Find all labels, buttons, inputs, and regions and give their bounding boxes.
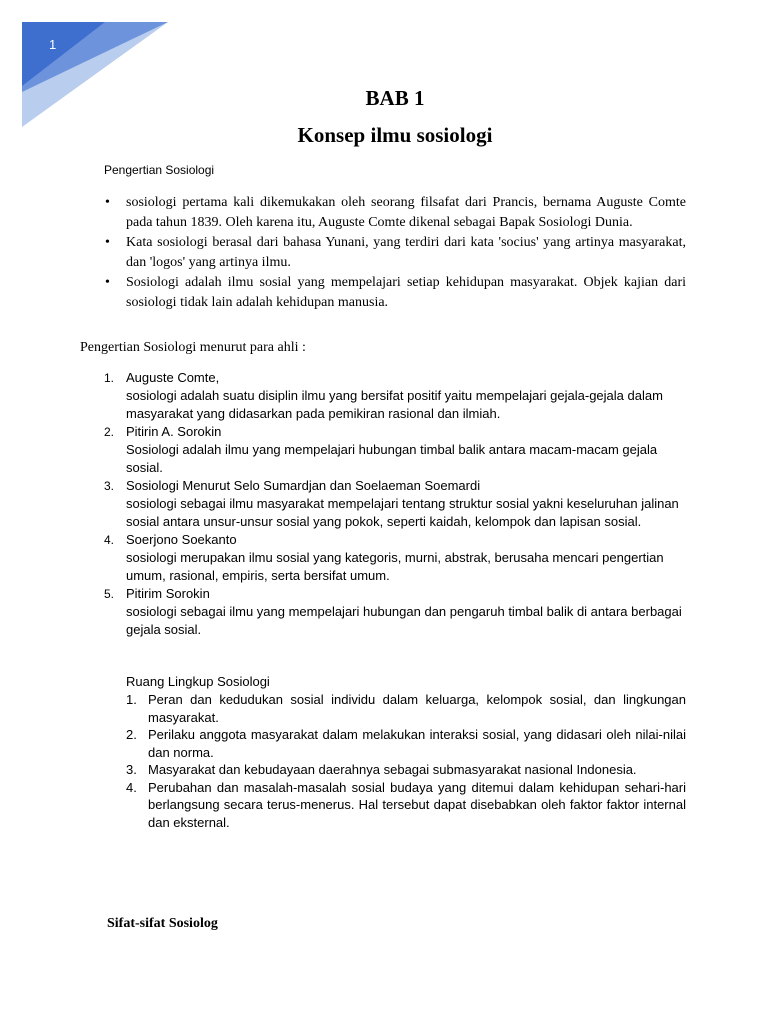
- definition-bullet-list: [104, 193, 686, 313]
- expert-name: Sosiologi Menurut Selo Sumardjan dan Soelaeman Soemardi: [126, 478, 481, 493]
- bullet-item: • sosiologi pertama kali dikemukakan oleh seorang filsafat dari Prancis, bernama Auguste Comte pada tahun 1839. Oleh karena itu, Auguste Comte dikenal sebagai Bapak Sosiologi Dunia.: [104, 193, 686, 233]
- expert-item: [104, 531, 686, 585]
- expert-definition: sosiologi sebagai ilmu masyarakat mempelajari tentang struktur sosial yakni keseluruhan jalinan sosial antara unsur-unsur sosial yang pokok, seperti kaidah, kelompok dan lapisan sosial.: [126, 496, 679, 529]
- experts-heading: Pengertian Sosiologi menurut para ahli :: [80, 340, 306, 355]
- chapter-heading: BAB 1: [365, 86, 425, 110]
- scope-text: Masyarakat dan kebudayaan daerahnya sebagai submasyarakat nasional Indonesia.: [148, 762, 637, 777]
- list-number: 3.: [126, 762, 137, 777]
- page-corner-decoration: [0, 0, 200, 140]
- list-number: 1.: [126, 692, 137, 707]
- scope-text: Perubahan dan masalah-masalah sosial budaya yang ditemui dalam kehidupan sehari-hari berlangsung secara terus-menerus. Hal tersebut dapat disebabkan oleh faktor faktor internal dan eksternal.: [148, 779, 686, 830]
- scope-item: [126, 726, 686, 761]
- scope-text: Peran dan kedudukan sosial individu dalam keluarga, kelompok sosial, dan lingkungan masyarakat.: [148, 692, 686, 725]
- scope-item: [126, 691, 686, 726]
- scope-text: Perilaku anggota masyarakat dalam melakukan interaksi sosial, yang didasari oleh nilai-nilai dan norma.: [148, 727, 686, 760]
- expert-name: Auguste Comte,: [126, 370, 220, 385]
- scope-list: [126, 691, 686, 831]
- expert-definition: sosiologi adalah suatu disiplin ilmu yang bersifat positif yaitu mempelajari gejala-gejala dalam masyarakat yang didasarkan pada pemikiran rasional dan ilmiah.: [126, 388, 663, 421]
- scope-heading: Ruang Lingkup Sosiologi: [126, 674, 270, 689]
- list-number: 4.: [126, 779, 137, 795]
- list-number: 5.: [104, 587, 115, 601]
- expert-item: [104, 423, 686, 477]
- scope-item: [126, 779, 686, 832]
- list-number: 2.: [104, 425, 115, 439]
- expert-name: Pitirim Sorokin: [126, 586, 210, 601]
- expert-item: [104, 369, 686, 423]
- expert-name: Pitirin A. Sorokin: [126, 424, 222, 439]
- page-number: 1: [49, 37, 57, 52]
- expert-name: Soerjono Soekanto: [126, 532, 237, 547]
- expert-definition: sosiologi sebagai ilmu yang mempelajari hubungan dan pengaruh timbal balik di antara berbagai gejala sosial.: [126, 604, 682, 637]
- list-number: 4.: [104, 533, 115, 547]
- properties-heading: Sifat-sifat Sosiolog: [107, 916, 218, 931]
- expert-definition: sosiologi merupakan ilmu sosial yang kategoris, murni, abstrak, berusaha mencari pengertian umum, rasional, empiris, serta bersifat umum.: [126, 550, 664, 583]
- page-title: Konsep ilmu sosiologi: [297, 123, 493, 147]
- list-number: 2.: [126, 727, 137, 742]
- bullet-item: • Sosiologi adalah ilmu sosial yang mempelajari setiap kehidupan masyarakat. Objek kajian dari sosiologi tidak lain adalah kehidupan manusia.: [104, 273, 686, 313]
- list-number: 1.: [104, 371, 115, 385]
- scope-item: [126, 761, 686, 779]
- bullet-item: • Kata sosiologi berasal dari bahasa Yunani, yang terdiri dari kata 'socius' yang artinya masyarakat, dan 'logos' yang artinya ilmu.: [104, 233, 686, 273]
- list-number: 3.: [104, 479, 115, 493]
- expert-definition: Sosiologi adalah ilmu yang mempelajari hubungan timbal balik antara macam-macam gejala sosial.: [126, 442, 658, 475]
- definition-label: Pengertian Sosiologi: [104, 163, 215, 177]
- experts-list: [104, 369, 686, 639]
- expert-item: [104, 477, 686, 531]
- expert-item: [104, 585, 686, 639]
